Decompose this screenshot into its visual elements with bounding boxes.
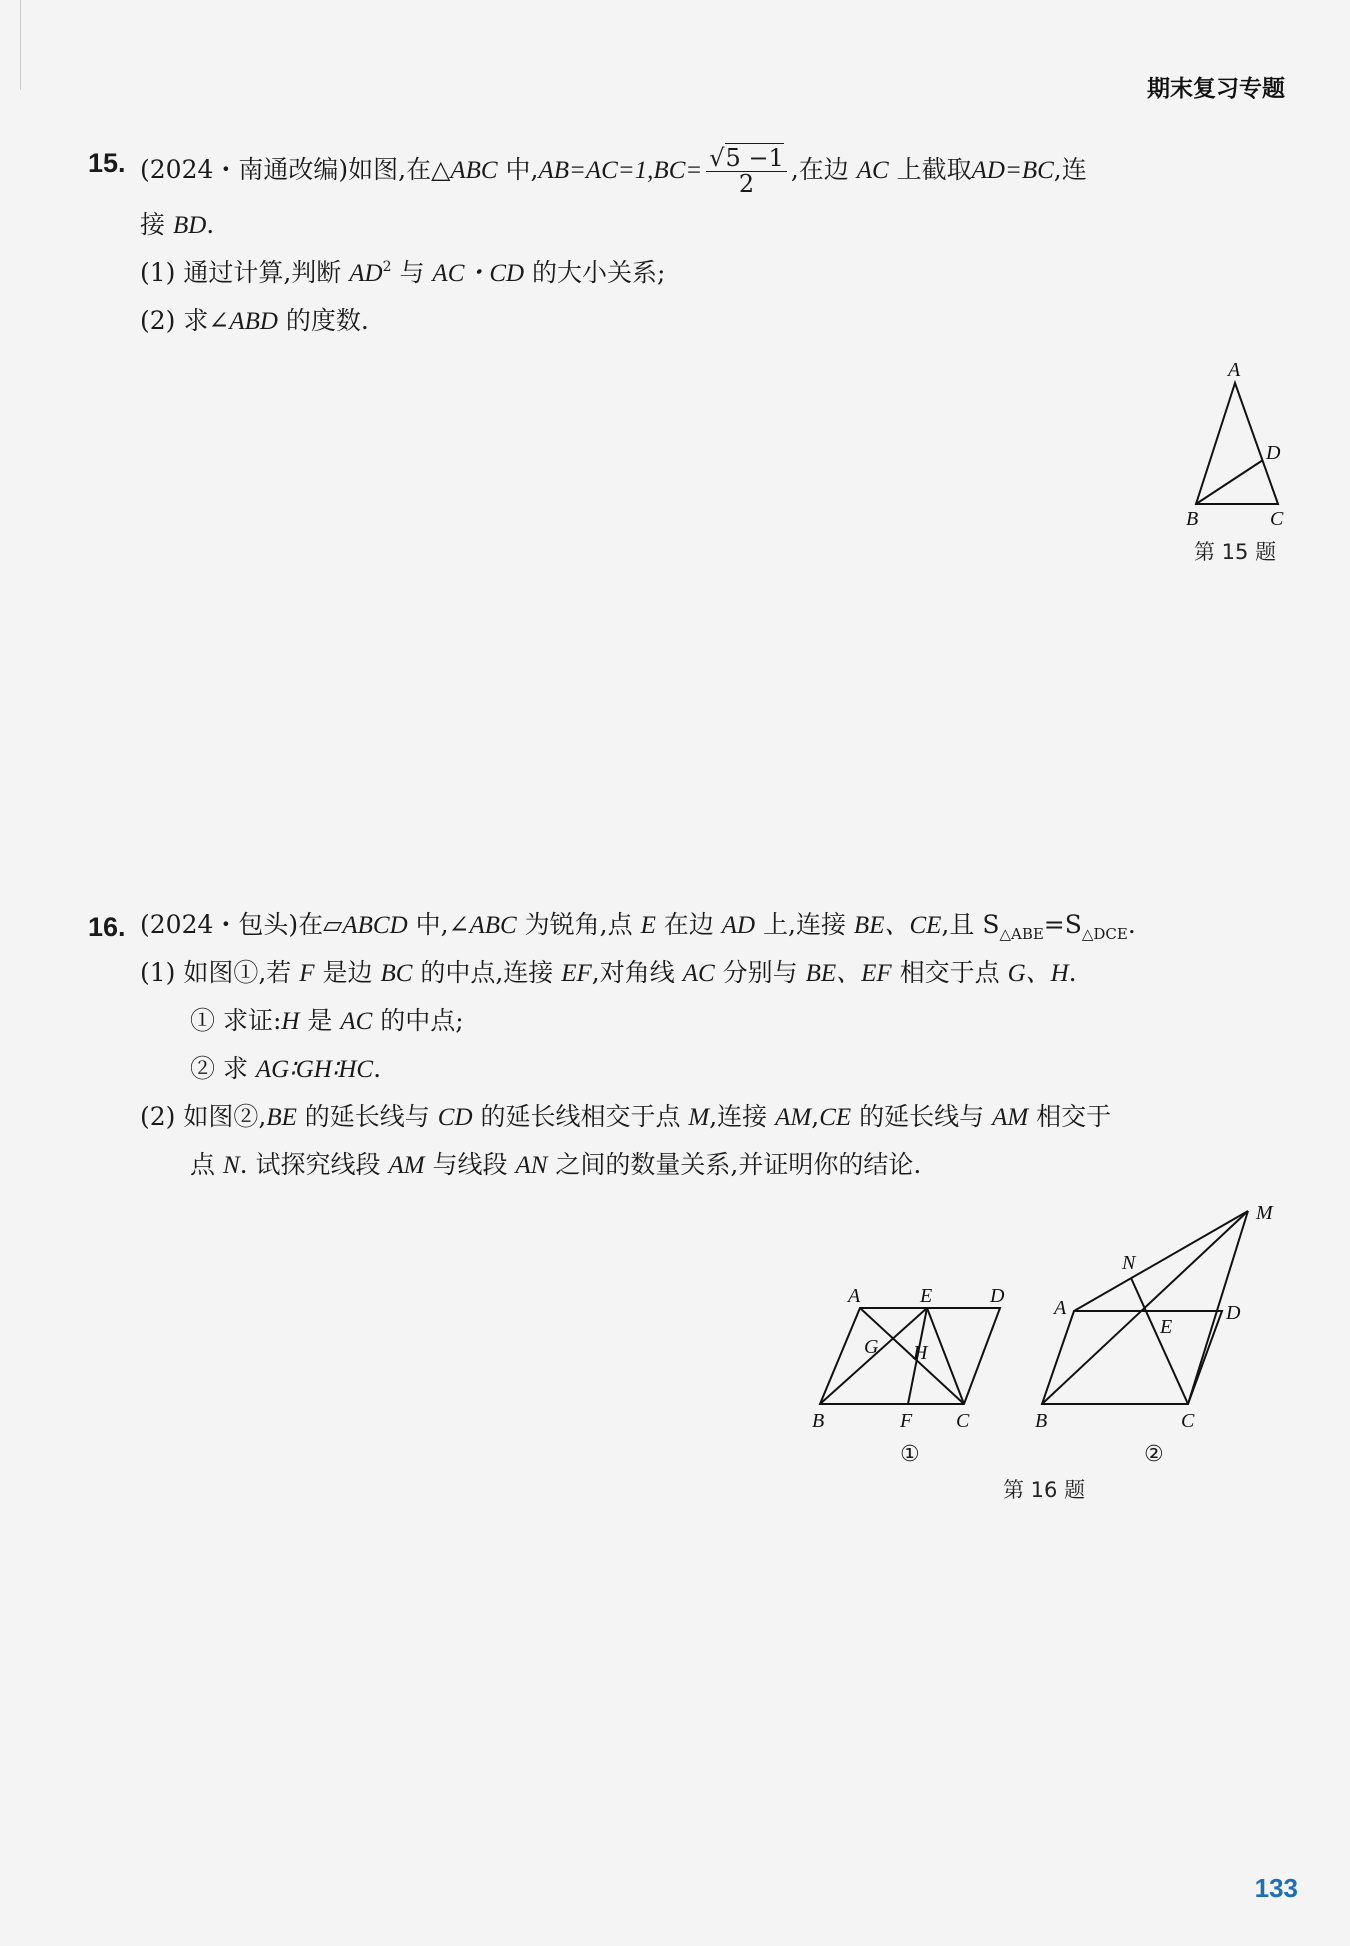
label-n: N [1122,1252,1136,1274]
label-g: G [864,1336,879,1358]
q16-var: AM [992,1104,1029,1131]
sqrt-sign: √ [709,144,725,172]
q16-text: ② 求 [190,1054,256,1083]
q16-text: ,连接 [709,1102,776,1131]
q16-var: ABCD [342,912,408,939]
q16-text: 的延长线与 [296,1102,438,1131]
q15-text: 的大小关系; [524,258,666,287]
q15-fraction [706,146,787,197]
line-cn [1131,1278,1188,1404]
q15-text: 中, [497,155,539,185]
q16-text: ① 求证: [190,1006,282,1035]
label-a: A [1228,359,1241,381]
q16-subpart-1 [190,1006,464,1037]
q16-var: AG∶GH∶HC [255,1056,374,1083]
question-number-15: 15. [88,148,126,178]
q16-var: AM [388,1152,425,1179]
q16-var: H [281,1008,300,1035]
q15-part-2 [140,306,369,337]
label-c: C [956,1410,970,1432]
q15-var: BD [172,212,207,239]
figure-16-2-label: ② [1144,1442,1164,1467]
q15-text: (2) 求∠ [140,306,230,335]
q15-text: ,在边 [790,155,849,185]
label-d: D [990,1285,1005,1307]
label-f: F [900,1410,913,1432]
q16-var: AN [515,1152,548,1179]
q16-part-2 [140,1102,1111,1133]
q15-text: (1) 通过计算,判断 [140,258,350,287]
q15-var: AB=AC=1,BC= [538,157,703,185]
q16-part-1 [140,958,1077,989]
label-e: E [920,1285,933,1307]
q15-line-2 [140,210,214,241]
q15-frac-denominator: 2 [738,170,755,199]
q16-var: N [222,1152,240,1179]
figure-15-caption: 第 15 题 [1194,540,1277,564]
q16-var: CE [819,1104,852,1131]
q16-text: 的中点; [372,1006,464,1035]
q15-frac-numerator: 5 −1 [725,144,784,172]
q15-text: . [206,210,215,239]
label-a: A [1054,1297,1067,1319]
q16-text: 是 [299,1006,341,1035]
q16-text: . [1068,958,1077,987]
q15-var: AC [856,157,889,185]
q16-text: 中,∠ [407,910,470,939]
q15-text: 如图,在△ [348,155,451,185]
segment-ce [927,1308,964,1404]
section-header: 期末复习专题 [1147,76,1285,102]
q16-text: 与线段 [424,1150,516,1179]
q16-var: G、H [1007,960,1069,987]
q16-var: EF [561,960,592,987]
q16-subscript: △ABE [999,925,1044,943]
q15-text: 接 [140,210,173,239]
label-e: E [1160,1316,1173,1338]
q16-var: AM [775,1104,812,1131]
q16-text: 相交于点 [891,958,1008,987]
q16-text: 上,连接 [755,910,854,939]
q16-text: 点 [190,1150,223,1179]
q16-var: BE、CE [853,912,942,939]
q15-source: (2024・南通改编) [140,155,349,185]
figure-16-caption: 第 16 题 [1003,1478,1086,1502]
label-m: M [1256,1202,1273,1224]
q15-text: 与 [391,258,433,287]
label-d: D [1266,442,1281,464]
q15-var: AD=BC [971,157,1054,185]
figure-16-2 [1030,1195,1290,1440]
q16-text: 的中点,连接 [412,958,562,987]
q16-var: AD [721,912,756,939]
q16-var: BE [266,1104,297,1131]
q16-text: 相交于 [1028,1102,1112,1131]
q16-var: BE、EF [805,960,892,987]
q16-text: 在边 [655,910,722,939]
q16-source: (2024・包头) [140,910,299,939]
q16-text: . [373,1054,382,1083]
label-a: A [848,1285,861,1307]
q15-text: 的度数. [277,306,369,335]
q16-text: =S [1043,910,1082,939]
q16-text: ,对角线 [591,958,683,987]
q15-text: ,连 [1053,155,1087,185]
q15-exponent: 2 [382,259,392,275]
q16-var: AC [340,1008,373,1035]
q16-part-2-cont [190,1150,921,1181]
q16-var: ABC [469,912,517,939]
q16-var: F [299,960,315,987]
q16-text: , [811,1102,820,1131]
q16-text: . 试探究线段 [239,1150,389,1179]
q16-text: 在▱ [298,910,343,939]
q15-var: AC・CD [432,260,525,287]
q16-var: E [640,912,656,939]
label-d: D [1226,1302,1241,1324]
q16-text: 是边 [314,958,381,987]
q16-subpart-2 [190,1054,381,1085]
page-number: 133 [1254,1873,1298,1903]
figure-16-1 [800,1275,1020,1435]
q16-text: 为锐角,点 [516,910,641,939]
q15-var: ABD [229,308,278,335]
q16-var: CD [437,1104,473,1131]
q16-text: (2) 如图②, [140,1102,267,1131]
label-h: H [913,1342,928,1364]
q16-line-1 [140,910,1136,943]
q16-subscript: △DCE [1081,925,1128,943]
label-b: B [1186,508,1199,525]
q15-var: ABC [450,157,498,185]
q16-text: 的延长线相交于点 [472,1102,689,1131]
q16-text: . [1127,910,1136,939]
figure-15-triangle [1170,350,1300,525]
figure-16-1-label: ① [900,1442,920,1467]
segment-bd [1196,460,1263,504]
margin-rule [20,0,21,90]
label-b: B [812,1410,825,1432]
question-number-16: 16. [88,912,126,942]
q15-line-1 [140,146,1087,197]
q16-var: BC [380,960,413,987]
q16-text: 之间的数量关系,并证明你的结论. [547,1150,922,1179]
q16-var: M [688,1104,710,1131]
label-c: C [1181,1410,1195,1432]
q16-text: 的延长线与 [851,1102,993,1131]
parallelogram-abcd [1042,1311,1222,1404]
q16-text: ,且 S [941,910,1000,939]
label-c: C [1270,508,1284,525]
q15-text: 上截取 [888,155,972,185]
q15-var: AD [349,260,383,287]
label-b: B [1035,1410,1048,1432]
q16-var: AC [682,960,715,987]
q16-text: (1) 如图①,若 [140,958,300,987]
q16-text: 分别与 [714,958,806,987]
q15-part-1 [140,258,665,289]
